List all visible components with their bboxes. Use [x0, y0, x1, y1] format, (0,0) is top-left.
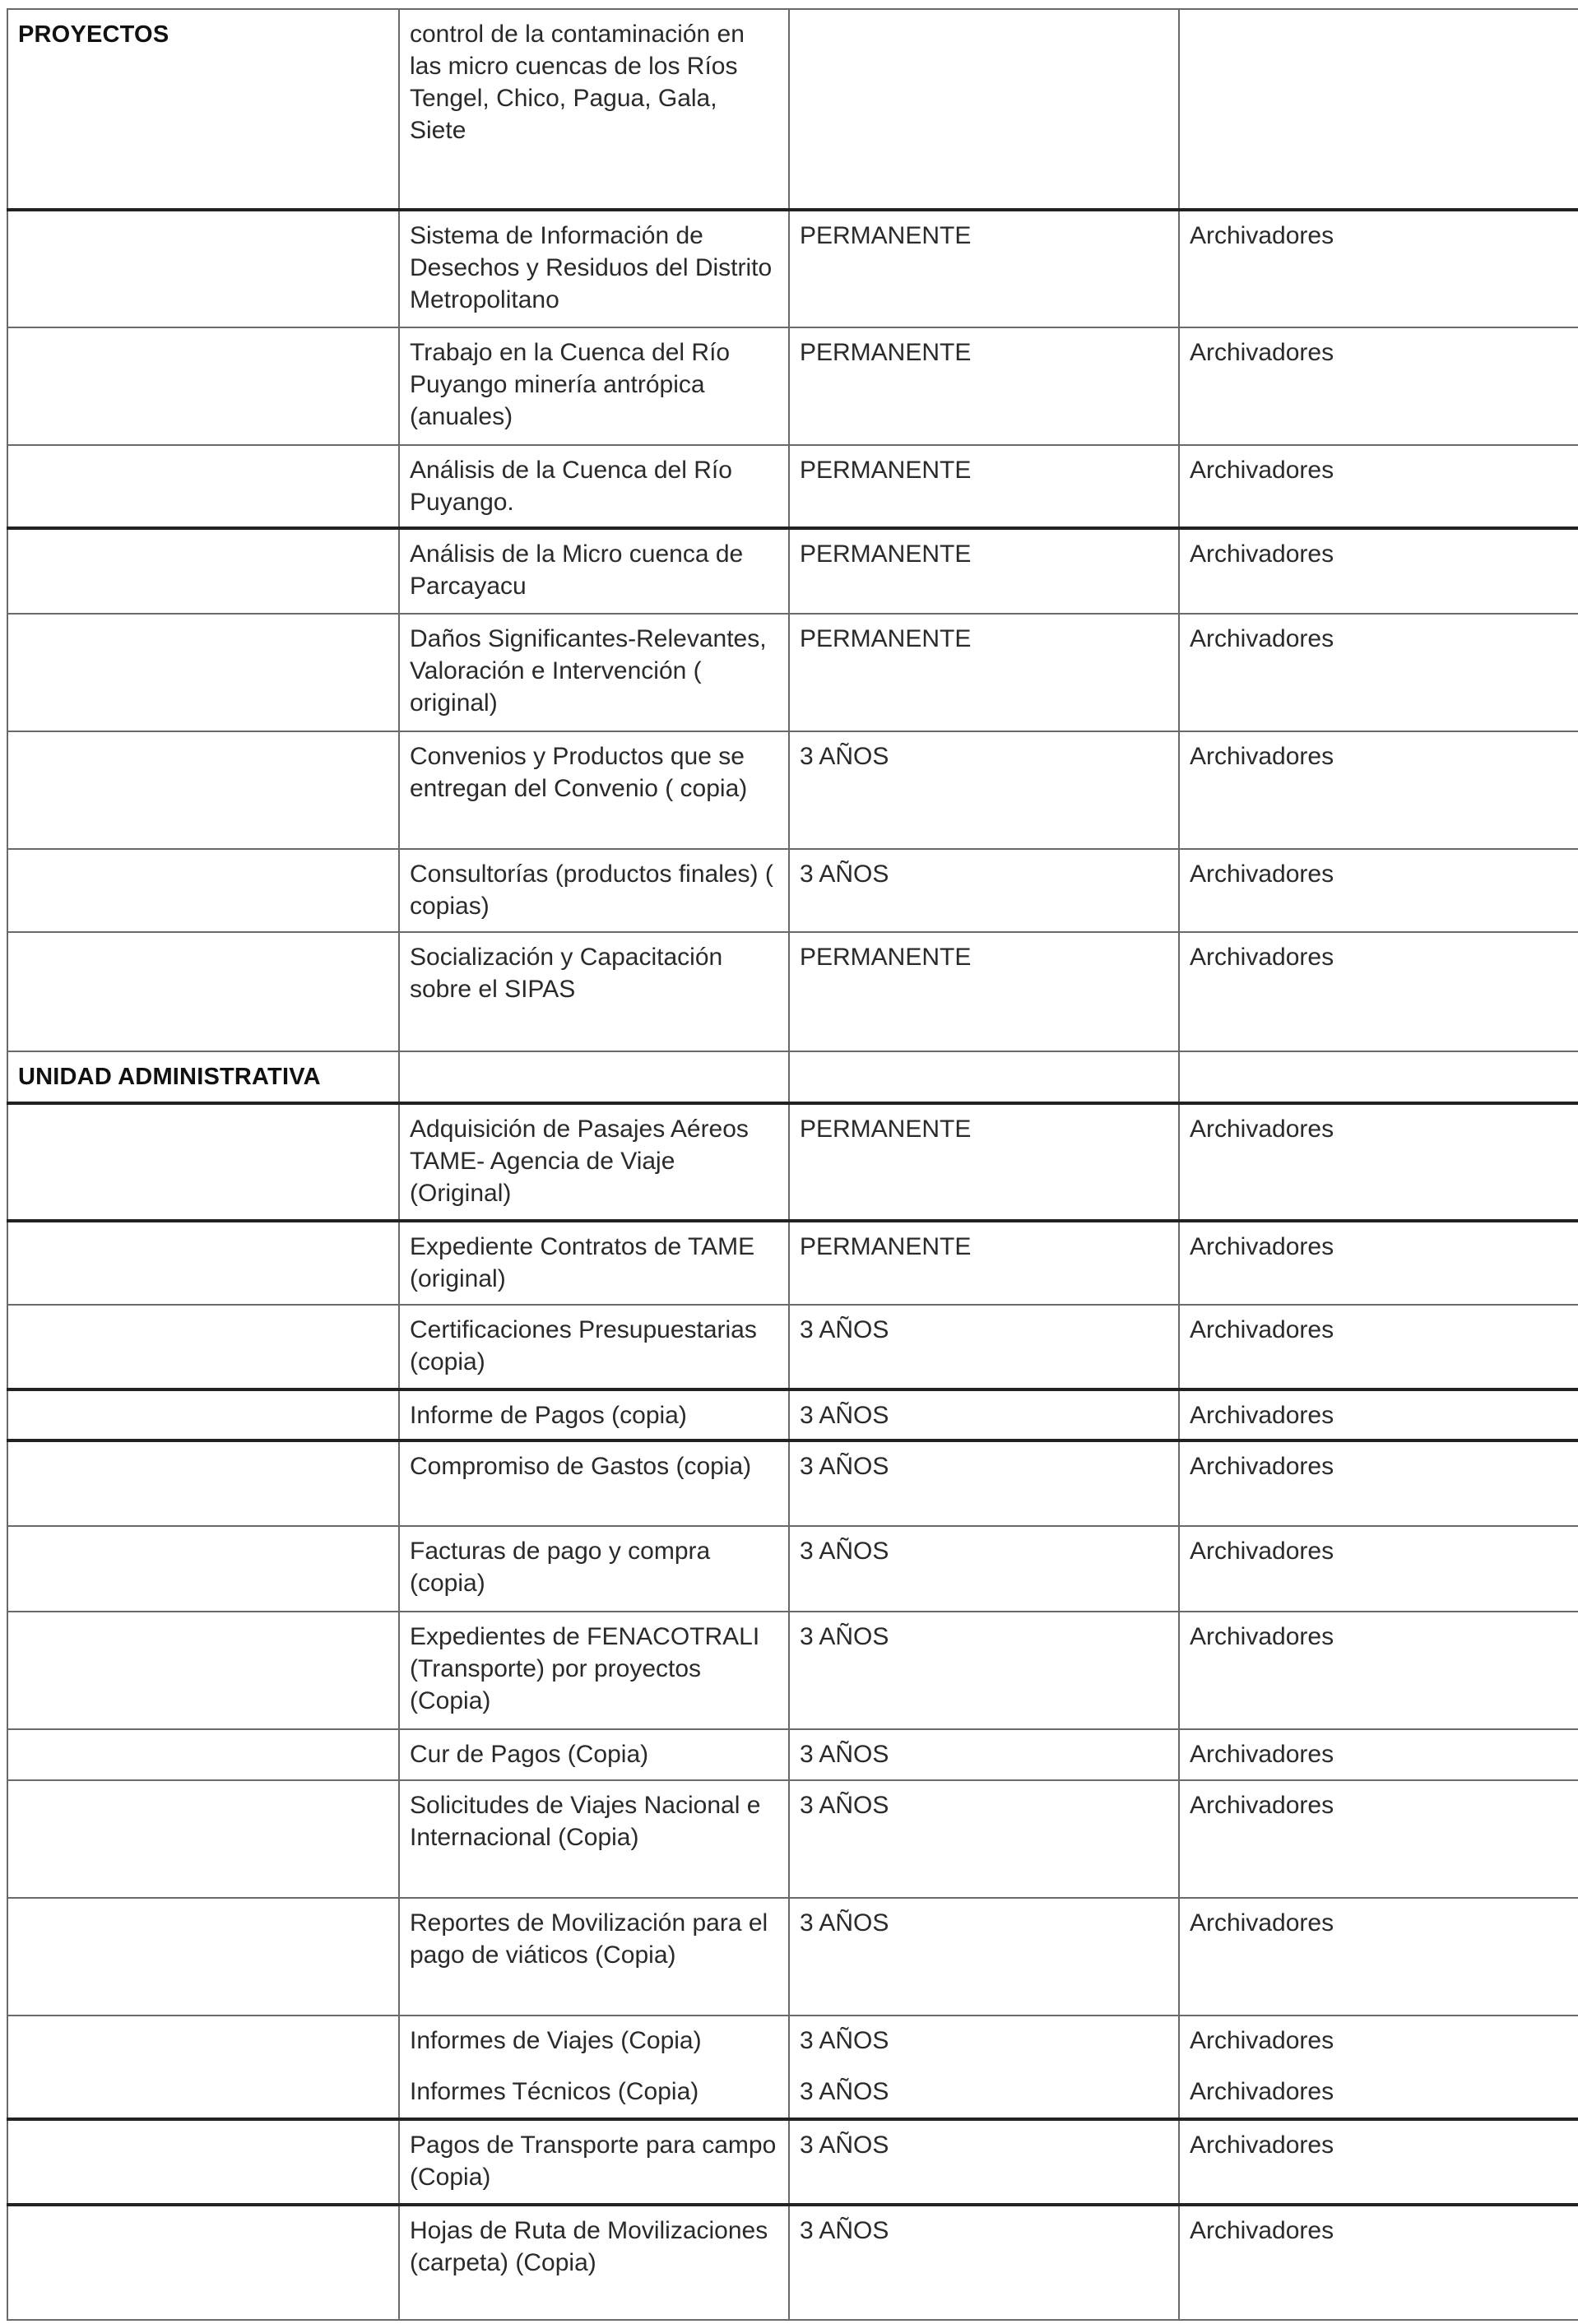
- table-row: [7, 731, 1578, 849]
- storage-cell: [1179, 9, 1578, 210]
- empty-cell: [7, 1898, 399, 2016]
- period-cell: 3 AÑOS: [789, 1526, 1179, 1612]
- empty-cell: [7, 1440, 399, 1526]
- description-text: Informes Técnicos (Copia): [410, 2078, 699, 2105]
- description-cell: Compromiso de Gastos (copia): [399, 1440, 789, 1526]
- storage-cell: Archivadores: [1179, 1612, 1578, 1729]
- table-row: [7, 849, 1578, 932]
- description-cell: Sistema de Información de Desechos y Residuos del Distrito Metropolitano: [399, 210, 789, 327]
- storage-cell: Archivadores: [1179, 327, 1578, 445]
- empty-cell: [7, 1305, 399, 1389]
- empty-cell: [7, 1526, 399, 1612]
- empty-cell: [789, 1051, 1179, 1103]
- table-row: [7, 1305, 1578, 1389]
- storage-cell: Archivadores: [1179, 1103, 1578, 1221]
- period-cell: 3 AÑOS: [789, 2119, 1179, 2205]
- description-cell: Facturas de pago y compra (copia): [399, 1526, 789, 1612]
- empty-cell: [7, 528, 399, 614]
- period-cell: 3 AÑOS: [789, 1729, 1179, 1780]
- table-row: [7, 2119, 1578, 2205]
- empty-cell: [7, 1729, 399, 1780]
- period-cell: PERMANENTE: [789, 1103, 1179, 1221]
- table-row: [7, 327, 1578, 445]
- storage-cell: Archivadores: [1179, 614, 1578, 731]
- description-cell: [399, 2016, 789, 2119]
- storage-cell: [1179, 2016, 1578, 2119]
- section-cell-proyectos: [7, 9, 399, 210]
- table-row: [7, 1103, 1578, 1221]
- period-cell: 3 AÑOS: [789, 2205, 1179, 2320]
- description-cell: Adquisición de Pasajes Aéreos TAME- Agencia de Viaje (Original): [399, 1103, 789, 1221]
- storage-cell: Archivadores: [1179, 1305, 1578, 1389]
- period-cell: PERMANENTE: [789, 327, 1179, 445]
- table-row: [7, 1612, 1578, 1729]
- period-cell: [789, 9, 1179, 210]
- empty-cell: [7, 210, 399, 327]
- section-cell-unidad: [7, 1051, 399, 1103]
- description-cell: Convenios y Productos que se entregan del Convenio ( copia): [399, 731, 789, 849]
- empty-cell: [7, 445, 399, 528]
- storage-cell: Archivadores: [1179, 210, 1578, 327]
- table-row: [7, 9, 1578, 210]
- empty-cell: [7, 1103, 399, 1221]
- table-row: [7, 1898, 1578, 2016]
- table-row: [7, 1526, 1578, 1612]
- description-cell: Expediente Contratos de TAME (original): [399, 1221, 789, 1305]
- period-cell: 3 AÑOS: [789, 849, 1179, 932]
- section-title-proyectos: PROYECTOS: [18, 21, 169, 48]
- description-cell: Pagos de Transporte para campo (Copia): [399, 2119, 789, 2205]
- period-cell: 3 AÑOS: [789, 1305, 1179, 1389]
- empty-cell: [7, 932, 399, 1051]
- storage-cell: Archivadores: [1179, 2205, 1578, 2320]
- period-cell: 3 AÑOS: [789, 1389, 1179, 1440]
- storage-text: Archivadores: [1190, 2078, 1334, 2105]
- period-cell: 3 AÑOS: [789, 731, 1179, 849]
- period-cell: PERMANENTE: [789, 614, 1179, 731]
- period-cell: PERMANENTE: [789, 1221, 1179, 1305]
- description-text: Informes de Viajes (Copia): [410, 2027, 702, 2054]
- period-text: 3 AÑOS: [800, 2027, 889, 2054]
- period-cell: PERMANENTE: [789, 528, 1179, 614]
- storage-cell: Archivadores: [1179, 1780, 1578, 1898]
- storage-cell: Archivadores: [1179, 528, 1578, 614]
- table-row: [7, 1389, 1578, 1440]
- period-cell: PERMANENTE: [789, 445, 1179, 528]
- empty-cell: [7, 2205, 399, 2320]
- storage-cell: Archivadores: [1179, 1440, 1578, 1526]
- description-cell: Hojas de Ruta de Movilizaciones (carpeta) (Copia): [399, 2205, 789, 2320]
- storage-cell: Archivadores: [1179, 2119, 1578, 2205]
- table-row: [7, 2205, 1578, 2320]
- table-row: [7, 614, 1578, 731]
- description-cell: Análisis de la Cuenca del Río Puyango.: [399, 445, 789, 528]
- storage-cell: Archivadores: [1179, 731, 1578, 849]
- description-cell: Reportes de Movilización para el pago de viáticos (Copia): [399, 1898, 789, 2016]
- period-cell: 3 AÑOS: [789, 1440, 1179, 1526]
- storage-cell: Archivadores: [1179, 1221, 1578, 1305]
- storage-cell: Archivadores: [1179, 849, 1578, 932]
- table-row: [7, 1051, 1578, 1103]
- table-row: [7, 2016, 1578, 2119]
- storage-cell: Archivadores: [1179, 1898, 1578, 2016]
- table-row: [7, 528, 1578, 614]
- period-cell: 3 AÑOS: [789, 1780, 1179, 1898]
- description-cell: Trabajo en la Cuenca del Río Puyango minería antrópica (anuales): [399, 327, 789, 445]
- storage-cell: Archivadores: [1179, 445, 1578, 528]
- table-row: [7, 1221, 1578, 1305]
- description-cell: Daños Significantes-Relevantes, Valoración e Intervención ( original): [399, 614, 789, 731]
- storage-cell: Archivadores: [1179, 1729, 1578, 1780]
- empty-cell: [399, 1051, 789, 1103]
- description-cell: control de la contaminación en las micro cuencas de los Ríos Tengel, Chico, Pagua, Gala, Siete: [399, 9, 789, 210]
- empty-cell: [7, 2119, 399, 2205]
- empty-cell: [7, 1389, 399, 1440]
- period-cell: 3 AÑOS: [789, 1898, 1179, 2016]
- period-cell: PERMANENTE: [789, 932, 1179, 1051]
- empty-cell: [7, 1612, 399, 1729]
- description-cell: Consultorías (productos finales) ( copias): [399, 849, 789, 932]
- storage-cell: Archivadores: [1179, 1389, 1578, 1440]
- table-row: [7, 1780, 1578, 1898]
- storage-text: Archivadores: [1190, 2027, 1334, 2054]
- description-cell: Análisis de la Micro cuenca de Parcayacu: [399, 528, 789, 614]
- empty-cell: [7, 1780, 399, 1898]
- empty-cell: [1179, 1051, 1578, 1103]
- empty-cell: [7, 614, 399, 731]
- records-retention-table: [7, 8, 1578, 2321]
- table-row: [7, 445, 1578, 528]
- table-row: [7, 210, 1578, 327]
- empty-cell: [7, 731, 399, 849]
- period-cell: [789, 2016, 1179, 2119]
- period-cell: 3 AÑOS: [789, 1612, 1179, 1729]
- table-row: [7, 1440, 1578, 1526]
- section-title-unidad-administrativa: UNIDAD ADMINISTRATIVA: [18, 1064, 321, 1090]
- empty-cell: [7, 849, 399, 932]
- description-cell: Certificaciones Presupuestarias (copia): [399, 1305, 789, 1389]
- storage-cell: Archivadores: [1179, 1526, 1578, 1612]
- description-cell: Cur de Pagos (Copia): [399, 1729, 789, 1780]
- empty-cell: [7, 1221, 399, 1305]
- empty-cell: [7, 327, 399, 445]
- description-cell: Expedientes de FENACOTRALI (Transporte) por proyectos (Copia): [399, 1612, 789, 1729]
- table-row: [7, 932, 1578, 1051]
- period-text: 3 AÑOS: [800, 2078, 889, 2105]
- storage-cell: Archivadores: [1179, 932, 1578, 1051]
- empty-cell: [7, 2016, 399, 2119]
- description-cell: Socialización y Capacitación sobre el SIPAS: [399, 932, 789, 1051]
- description-cell: Solicitudes de Viajes Nacional e Internacional (Copia): [399, 1780, 789, 1898]
- table-row: [7, 1729, 1578, 1780]
- period-cell: PERMANENTE: [789, 210, 1179, 327]
- description-cell: Informe de Pagos (copia): [399, 1389, 789, 1440]
